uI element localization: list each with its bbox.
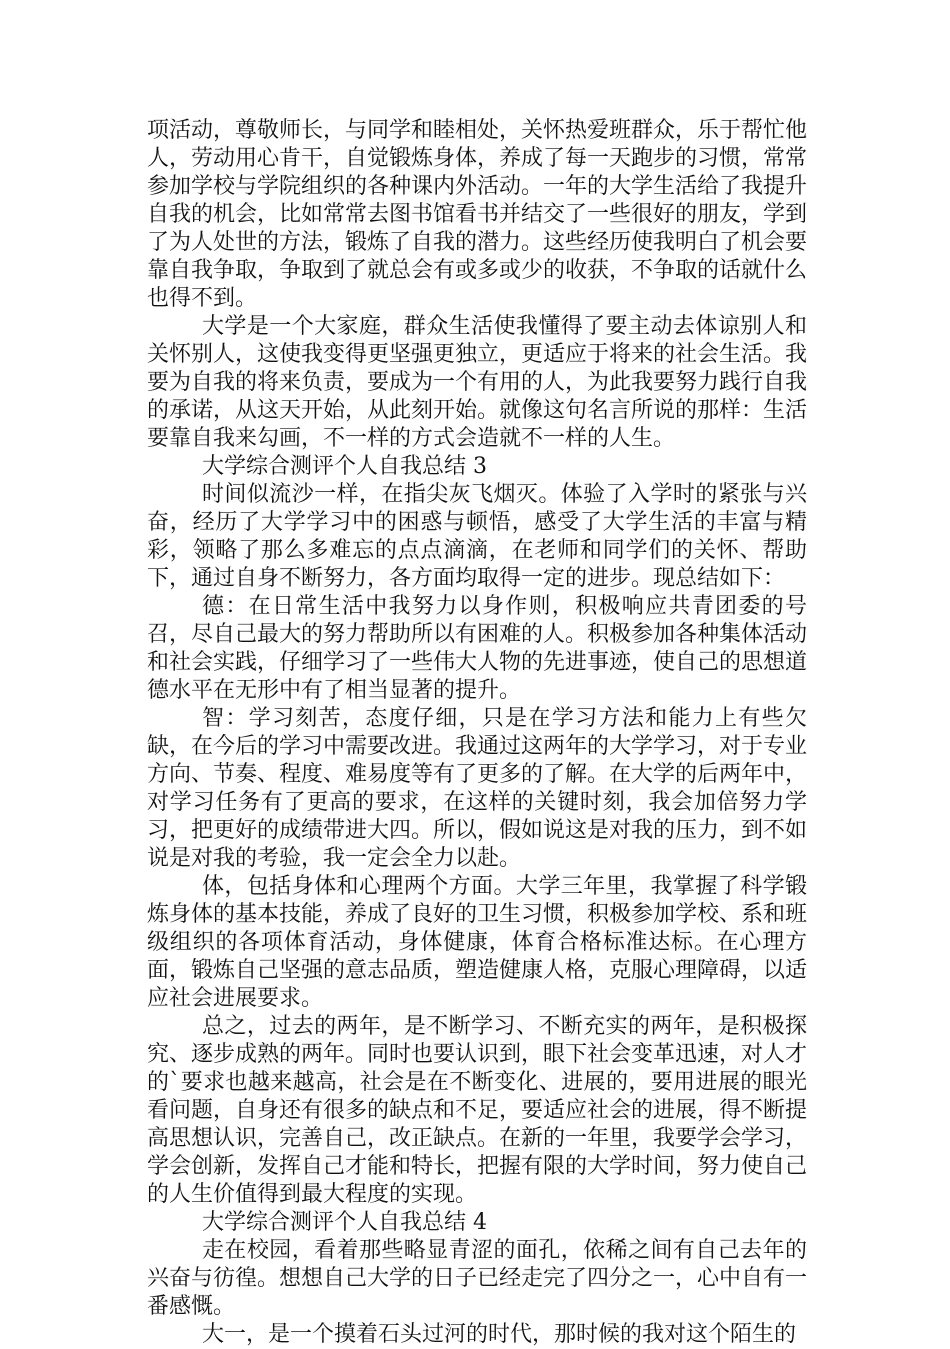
paragraph-3: 时间似流沙一样，在指尖灰飞烟灭。体验了入学时的紧张与兴奋，经历了大学学习中的困惑与顿悟，感受了大学生活的丰富与精彩，领略了那么多难忘的点点滴滴，在老师和同学们的关怀、帮助下，通过自身不断努力，各方面均取得一定的进步。现总结如下： (147, 482, 807, 591)
section-heading-4: 大学综合测评个人自我总结 4 (202, 1210, 487, 1235)
paragraph-8: 走在校园，看着那些略显青涩的面孔，依稀之间有自己去年的兴奋与彷徨。想想自己大学的日子已经走完了四分之一，心中自有一番感慨。 (147, 1238, 808, 1319)
paragraph-9: 大一，是一个摸着石头过河的时代，那时候的我对这个陌生的 (202, 1322, 797, 1347)
section-heading-3: 大学综合测评个人自我总结 3 (202, 454, 487, 479)
document-body (147, 117, 807, 1349)
paragraph-7: 总之，过去的两年，是不断学习、不断充实的两年，是积极探究、逐步成熟的两年。同时也要认识到，眼下社会变革迅速，对人才的`要求也越来越高，社会是在不断变化、进展的，要用进展的眼光看问题，自身还有很多的缺点和不足，要适应社会的进展，得不断提高思想认识，完善自己，改正缺点。在新的一年里，我要学会学习，学会创新，发挥自己才能和特长，把握有限的大学时间，努力使自己的人生价值得到最大程度的实现。 (147, 1014, 808, 1207)
paragraph-2: 大学是一个大家庭，群众生活使我懂得了要主动去体谅别人和关怀别人，这使我变得更坚强更独立，更适应于将来的社会生活。我要为自我的将来负责，要成为一个有用的人，为此我要努力践行自我的承诺，从这天开始，从此刻开始。就像这句名言所说的那样：生活要靠自我来勾画，不一样的方式会造就不一样的人生。 (147, 314, 808, 451)
paragraph-1: 项活动，尊敬师长，与同学和睦相处，关怀热爱班群众，乐于帮忙他人，劳动用心肯干，自觉锻炼身体，养成了每一天跑步的习惯，常常参加学校与学院组织的各种课内外活动。一年的大学生活给了我提升自我的机会，比如常常去图书馆看书并结交了一些很好的朋友，学到了为人处世的方法，锻炼了自我的潜力。这些经历使我明白了机会要靠自我争取，争取到了就总会有或多或少的收获，不争取的话就什么也得不到。 (147, 118, 808, 311)
paragraph-4: 德：在日常生活中我努力以身作则，积极响应共青团委的号召，尽自己最大的努力帮助所以有困难的人。积极参加各种集体活动和社会实践，仔细学习了一些伟大人物的先进事迹，使自己的思想道德水平在无形中有了相当显著的提升。 (147, 594, 808, 703)
paragraph-5: 智：学习刻苦，态度仔细，只是在学习方法和能力上有些欠缺，在今后的学习中需要改进。我通过这两年的大学学习，对于专业方向、节奏、程度、难易度等有了更多的了解。在大学的后两年中，对学习任务有了更高的要求，在这样的关键时刻，我会加倍努力学习，把更好的成绩带进大四。所以，假如说这是对我的压力，到不如说是对我的考验，我一定会全力以赴。 (147, 706, 808, 871)
paragraph-6: 体，包括身体和心理两个方面。大学三年里，我掌握了科学锻炼身体的基本技能，养成了良好的卫生习惯，积极参加学校、系和班级组织的各项体育活动，身体健康，体育合格标准达标。在心理方面，锻炼自己坚强的意志品质，塑造健康人格，克服心理障碍，以适应社会进展要求。 (147, 874, 808, 1011)
